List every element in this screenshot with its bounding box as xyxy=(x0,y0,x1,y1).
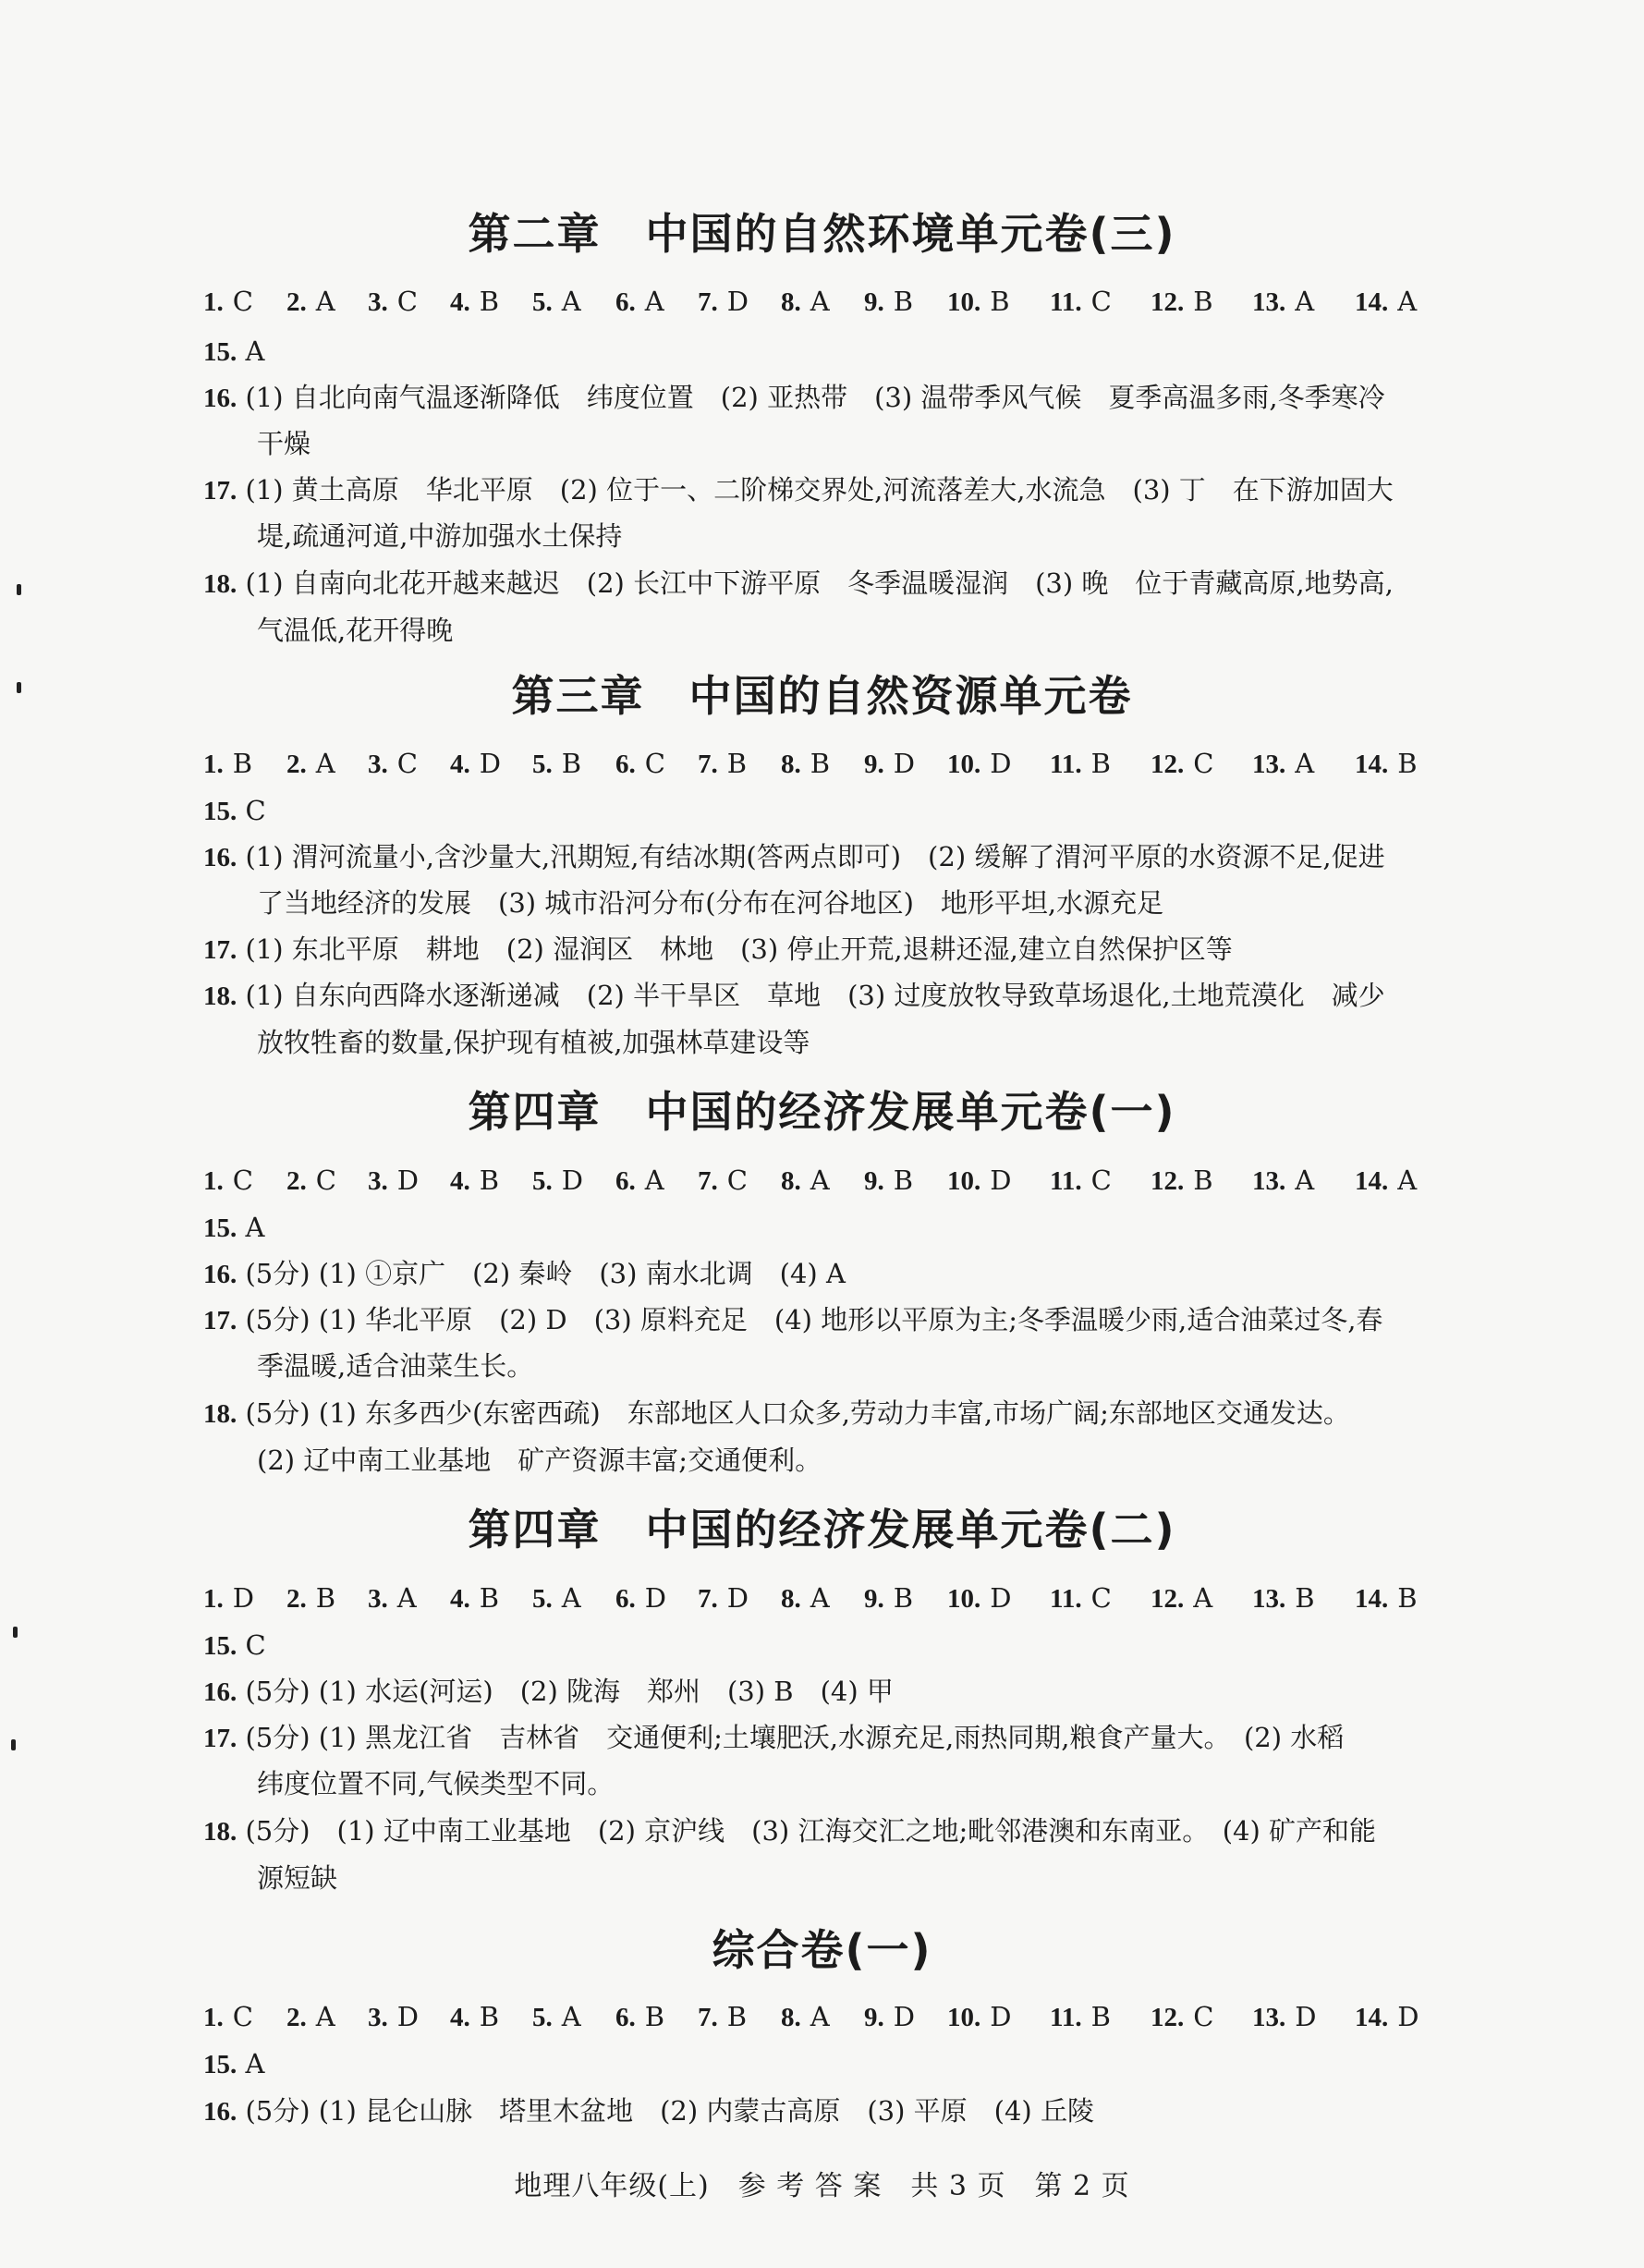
mc-answer: 5. A xyxy=(532,1582,581,1614)
question-17: 17. (5分) (1) 华北平原 (2) D (3) 原料充足 (4) 地形以平原为主;冬季温暖少雨,适合油菜过冬,春 xyxy=(203,1304,1383,1335)
question-15: 15. A xyxy=(203,335,265,367)
mc-answer: 5. B xyxy=(532,748,582,779)
mc-answer: 4. B xyxy=(450,1164,500,1196)
question-18: 18. (5分) (1) 辽中南工业基地 (2) 京沪线 (3) 江海交汇之地;毗邻港澳和东南亚。 (4) 矿产和能 xyxy=(203,1815,1377,1847)
question-17-cont: 纬度位置不同,气候类型不同。 xyxy=(257,1768,615,1799)
scan-mark xyxy=(11,1739,16,1750)
mc-answer: 8. A xyxy=(781,286,830,317)
mc-answer: 7. D xyxy=(698,286,749,317)
question-16: 16. (5分) (1) ①京广 (2) 秦岭 (3) 南水北调 (4) A xyxy=(203,1258,846,1289)
question-16: 16. (1) 自北向南气温逐渐降低 纬度位置 (2) 亚热带 (3) 温带季风气候 夏季高温多雨,冬季寒冷 xyxy=(203,382,1385,413)
question-15: 15. C xyxy=(203,1629,266,1661)
mc-answer: 13. D xyxy=(1252,2001,1317,2032)
mc-answer: 11. B xyxy=(1050,748,1111,779)
mc-answer: 4. B xyxy=(450,286,500,317)
question-18: 18. (1) 自南向北花开越来越迟 (2) 长江中下游平原 冬季温暖湿润 (3) 晚 位于青藏高原,地势高, xyxy=(203,567,1394,599)
mc-answer: 6. A xyxy=(615,1164,664,1196)
question-18-cont: (2) 辽中南工业基地 矿产资源丰富;交通便利。 xyxy=(257,1445,822,1476)
question-16: 16. (5分) (1) 水运(河运) (2) 陇海 郑州 (3) B (4) 甲 xyxy=(203,1676,894,1707)
section-title: 综合卷(一) xyxy=(712,1925,932,1975)
mc-answer: 2. B xyxy=(286,1582,336,1614)
mc-answer: 1. C xyxy=(203,1164,253,1196)
page-footer: 地理八年级(上) 参 考 答 案 共 3 页 第 2 页 xyxy=(514,2170,1130,2202)
mc-answer: 9. D xyxy=(864,2001,916,2032)
mc-answer: 7. B xyxy=(698,2001,748,2032)
mc-answer: 5. A xyxy=(532,286,581,317)
mc-answer: 4. B xyxy=(450,1582,500,1614)
question-18-cont: 源短缺 xyxy=(257,1862,338,1894)
mc-answer: 7. D xyxy=(698,1582,749,1614)
mc-row xyxy=(0,2001,1644,2033)
mc-answer: 3. D xyxy=(368,2001,420,2032)
mc-answer: 6. A xyxy=(615,286,664,317)
question-17: 17. (5分) (1) 黑龙江省 吉林省 交通便利;土壤肥沃,水源充足,雨热同期,粮食产量大。 (2) 水稻 xyxy=(203,1722,1345,1753)
question-18: 18. (5分) (1) 东多西少(东密西疏) 东部地区人口众多,劳动力丰富,市场广阔;东部地区交通发达。 xyxy=(203,1397,1350,1429)
mc-answer: 5. A xyxy=(532,2001,581,2032)
mc-answer: 11. C xyxy=(1050,286,1112,317)
mc-answer: 13. A xyxy=(1252,286,1315,317)
question-16: 16. (5分) (1) 昆仑山脉 塔里木盆地 (2) 内蒙古高原 (3) 平原 (4) 丘陵 xyxy=(203,2095,1094,2127)
section-title: 第三章 中国的自然资源单元卷 xyxy=(511,671,1133,721)
mc-answer: 10. D xyxy=(947,748,1012,779)
question-15: 15. A xyxy=(203,1212,265,1243)
question-15: 15. A xyxy=(203,2048,265,2079)
mc-answer: 9. B xyxy=(864,286,914,317)
scan-mark xyxy=(13,1627,18,1638)
question-16-cont: 了当地经济的发展 (3) 城市沿河分布(分布在河谷地区) 地形平坦,水源充足 xyxy=(257,887,1164,919)
mc-answer: 3. C xyxy=(368,748,418,779)
mc-answer: 1. D xyxy=(203,1582,255,1614)
mc-answer: 3. C xyxy=(368,286,418,317)
mc-answer: 10. D xyxy=(947,1164,1012,1196)
mc-answer: 1. C xyxy=(203,2001,253,2032)
question-17-cont: 季温暖,适合油菜生长。 xyxy=(257,1350,534,1382)
mc-answer: 8. B xyxy=(781,748,831,779)
mc-answer: 14. B xyxy=(1355,748,1418,779)
mc-answer: 4. B xyxy=(450,2001,500,2032)
mc-answer: 11. C xyxy=(1050,1164,1112,1196)
mc-answer: 2. A xyxy=(286,2001,335,2032)
mc-answer: 7. B xyxy=(698,748,748,779)
mc-answer: 6. D xyxy=(615,1582,667,1614)
mc-row xyxy=(0,750,1644,780)
mc-answer: 9. D xyxy=(864,748,916,779)
mc-answer: 9. B xyxy=(864,1164,914,1196)
question-17-cont: 堤,疏通河道,中游加强水土保持 xyxy=(257,520,623,552)
mc-row xyxy=(0,1582,1644,1615)
mc-answer: 6. B xyxy=(615,2001,665,2032)
mc-answer: 12. C xyxy=(1151,2001,1214,2032)
mc-answer: 12. B xyxy=(1151,286,1213,317)
section-title: 第四章 中国的经济发展单元卷(一) xyxy=(468,1087,1176,1137)
question-15: 15. C xyxy=(203,795,266,826)
mc-answer: 13. A xyxy=(1252,748,1315,779)
mc-answer: 12. B xyxy=(1151,1164,1213,1196)
mc-row xyxy=(0,1164,1644,1197)
mc-answer: 14. D xyxy=(1355,2001,1419,2032)
mc-answer: 9. B xyxy=(864,1582,914,1614)
mc-answer: 4. D xyxy=(450,748,502,779)
mc-answer: 14. A xyxy=(1355,1164,1418,1196)
question-16-cont: 干燥 xyxy=(257,428,311,459)
mc-answer: 13. B xyxy=(1252,1582,1315,1614)
mc-answer: 1. B xyxy=(203,748,253,779)
mc-answer: 10. B xyxy=(947,286,1010,317)
mc-answer: 14. A xyxy=(1355,286,1418,317)
mc-answer: 10. D xyxy=(947,1582,1012,1614)
mc-answer: 2. A xyxy=(286,748,335,779)
mc-answer: 12. C xyxy=(1151,748,1214,779)
mc-answer: 8. A xyxy=(781,1164,830,1196)
mc-answer: 6. C xyxy=(615,748,665,779)
mc-answer: 2. C xyxy=(286,1164,336,1196)
mc-answer: 8. A xyxy=(781,1582,830,1614)
section-title: 第四章 中国的经济发展单元卷(二) xyxy=(468,1505,1176,1555)
question-18-cont: 气温低,花开得晚 xyxy=(257,615,454,646)
question-18: 18. (1) 自东向西降水逐渐递减 (2) 半干旱区 草地 (3) 过度放牧导致草场退化,土地荒漠化 减少 xyxy=(203,980,1385,1011)
mc-answer: 13. A xyxy=(1252,1164,1315,1196)
mc-answer: 3. A xyxy=(368,1582,417,1614)
scan-mark xyxy=(17,584,21,595)
mc-row xyxy=(0,288,1644,318)
mc-answer: 12. A xyxy=(1151,1582,1213,1614)
mc-answer: 1. C xyxy=(203,286,253,317)
mc-answer: 14. B xyxy=(1355,1582,1418,1614)
section-title: 第二章 中国的自然环境单元卷(三) xyxy=(468,209,1176,259)
question-18-cont: 放牧牲畜的数量,保护现有植被,加强林草建设等 xyxy=(257,1027,810,1058)
question-17: 17. (1) 东北平原 耕地 (2) 湿润区 林地 (3) 停止开荒,退耕还湿,建立自然保护区等 xyxy=(203,933,1233,965)
question-17: 17. (1) 黄土高原 华北平原 (2) 位于一、二阶梯交界处,河流落差大,水流急 (3) 丁 在下游加固大 xyxy=(203,474,1394,506)
mc-answer: 3. D xyxy=(368,1164,420,1196)
mc-answer: 2. A xyxy=(286,286,335,317)
mc-answer: 5. D xyxy=(532,1164,584,1196)
mc-answer: 8. A xyxy=(781,2001,830,2032)
mc-answer: 11. B xyxy=(1050,2001,1111,2032)
mc-answer: 7. C xyxy=(698,1164,748,1196)
mc-answer: 10. D xyxy=(947,2001,1012,2032)
mc-answer: 11. C xyxy=(1050,1582,1112,1614)
question-16: 16. (1) 渭河流量小,含沙量大,汛期短,有结冰期(答两点即可) (2) 缓解了渭河平原的水资源不足,促进 xyxy=(203,841,1385,872)
